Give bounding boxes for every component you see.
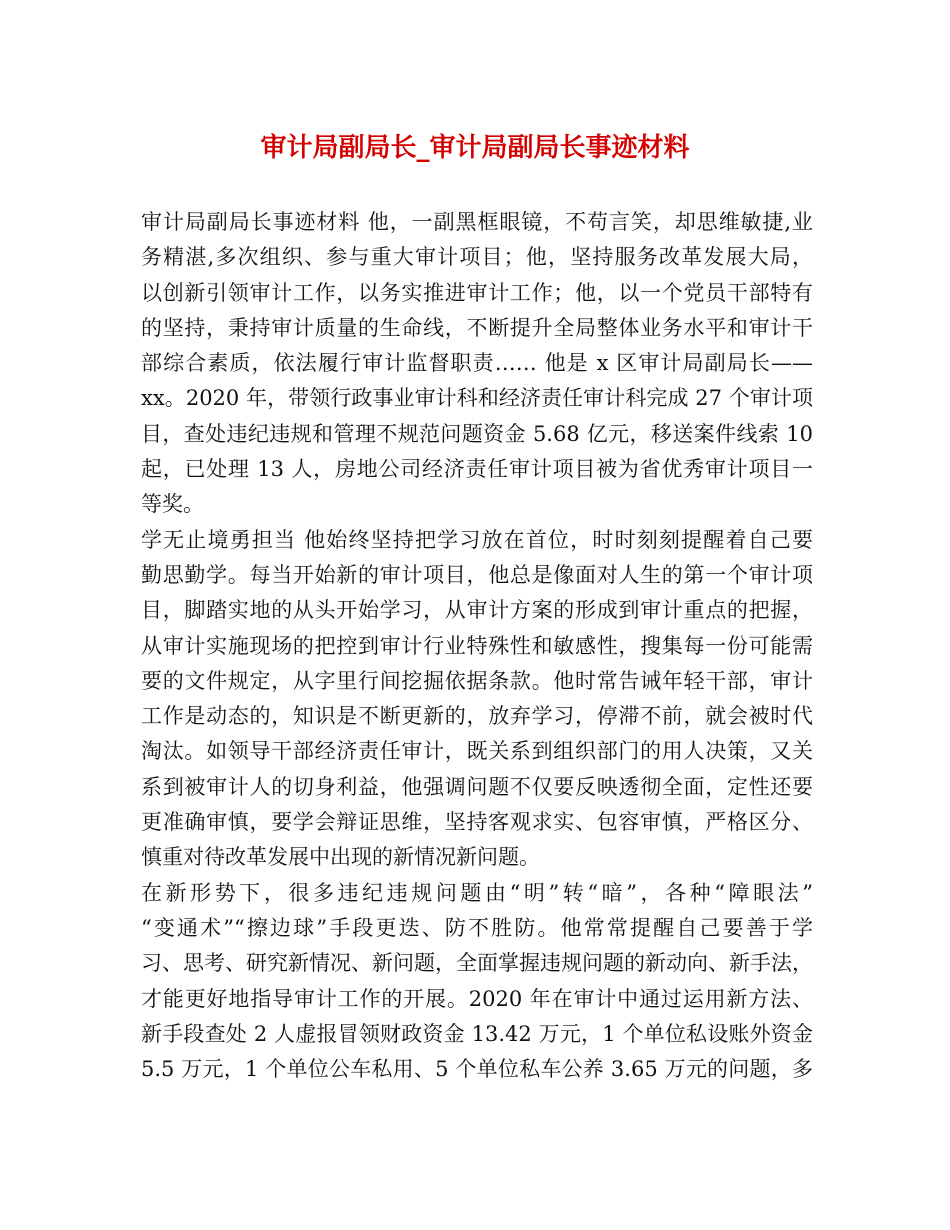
text-line-9: 等奖。: [141, 492, 204, 517]
text-line-17: 系到被审计人的切身利益，他强调问题不仅要反映透彻全面，定性还要: [141, 774, 813, 799]
text-line-12: 目，脚踏实地的从头开始学习，从审计方案的形成到审计重点的把握，: [141, 598, 813, 623]
text-line-25: 5.5 万元，1 个单位公车私用、5 个单位私车公养 3.65 万元的问题，多: [141, 1057, 813, 1082]
text-line-24: 新手段查处 2 人虚报冒领财政资金 13.42 万元，1 个单位私设账外资金: [141, 1021, 813, 1046]
text-line-7: 目，查处违纪违规和管理不规范问题资金 5.68 亿元，移送案件线索 10: [141, 421, 813, 446]
text-line-2: 务精湛,多次组织、参与重大审计项目；他，坚持服务改革发展大局，: [141, 245, 813, 270]
text-line-8: 起，已处理 13 人，房地公司经济责任审计项目被为省优秀审计项目一: [141, 457, 813, 482]
text-line-11: 勤思勤学。每当开始新的审计项目，他总是像面对人生的第一个审计项: [141, 562, 813, 587]
text-line-19: 慎重对待改革发展中出现的新情况新问题。: [141, 845, 540, 870]
text-line-18: 更准确审慎，要学会辩证思维，坚持客观求实、包容审慎，严格区分、: [141, 810, 813, 835]
text-line-6: xx。2020 年，带领行政事业审计科和经济责任审计科完成 27 个审计项: [141, 386, 813, 411]
document-title: 审计局副局长_审计局副局长事迹材料: [260, 133, 690, 163]
text-line-23: 才能更好地指导审计工作的开展。2020 年在审计中通过运用新方法、: [141, 986, 813, 1011]
document-body: [141, 205, 813, 1087]
text-line-16: 淘汰。如领导干部经济责任审计，既关系到组织部门的用人决策，又关: [141, 739, 813, 764]
text-line-22: 习、思考、研究新情况、新问题，全面掌握违规问题的新动向、新手法，: [141, 951, 813, 976]
text-line-14: 要的文件规定，从字里行间挖掘依据条款。他时常告诫年轻干部，审计: [141, 668, 813, 693]
text-line-15: 工作是动态的，知识是不断更新的，放弃学习，停滞不前，就会被时代: [141, 704, 813, 729]
text-line-5: 部综合素质，依法履行审计监督职责…… 他是 x 区审计局副局长——: [141, 351, 813, 376]
text-line-21: “变通术”“擦边球”手段更迭、防不胜防。他常常提醒自己要善于学: [141, 915, 813, 940]
text-line-3: 以创新引领审计工作，以务实推进审计工作；他，以一个党员干部特有: [141, 280, 813, 305]
text-line-13: 从审计实施现场的把控到审计行业特殊性和敏感性，搜集每一份可能需: [141, 633, 813, 658]
text-line-4: 的坚持，秉持审计质量的生命线，不断提升全局整体业务水平和审计干: [141, 315, 813, 340]
text-line-10: 学无止境勇担当 他始终坚持把学习放在首位，时时刻刻提醒着自己要: [141, 527, 813, 552]
text-line-20: 在新形势下，很多违纪违规问题由“明”转“暗”，各种“障眼法”: [141, 880, 813, 905]
text-line-1: 审计局副局长事迹材料 他，一副黑框眼镜，不苟言笑，却思维敏捷,业: [141, 210, 813, 234]
